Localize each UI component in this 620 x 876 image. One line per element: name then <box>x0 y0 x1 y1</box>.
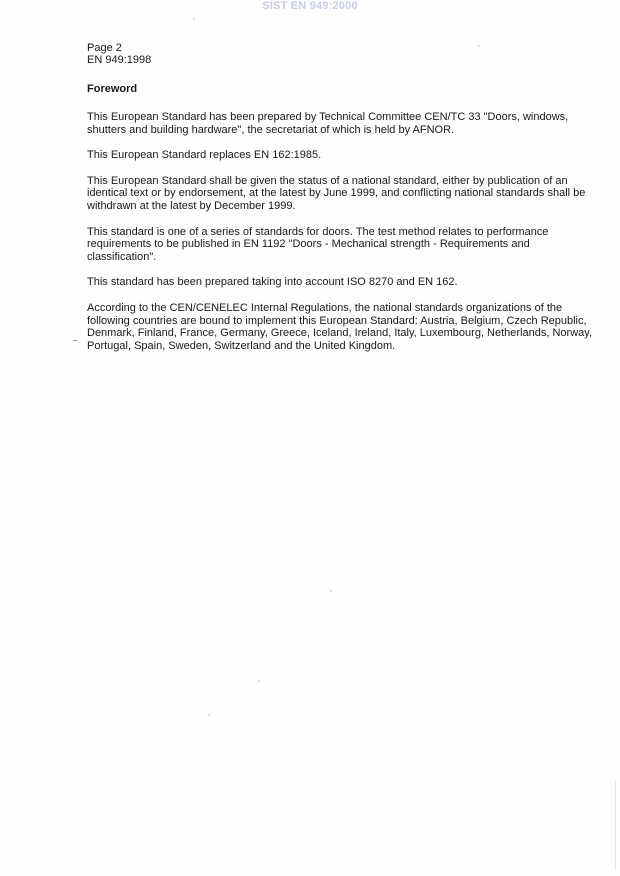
scan-speck <box>478 45 480 47</box>
page-number: Page 2 <box>87 42 122 54</box>
scan-speck <box>330 590 332 592</box>
margin-mark <box>73 340 77 341</box>
page-header <box>87 42 151 66</box>
scan-edge <box>615 780 616 870</box>
foreword-body <box>87 111 597 365</box>
paragraph-status: This European Standard shall be given the status of a national standard, either by publication of an identical text or by endorsement, at the latest by June 1999, and conflicting national standards shall be withdrawn at the latest by December 1999. <box>87 174 586 212</box>
scan-speck <box>193 18 195 20</box>
paragraph-series: This standard is one of a series of standards for doors. The test method relates to performance requirements to be published in EN 1192 "Doors - Mechanical strength - Requirements and classification". <box>87 225 549 263</box>
scan-speck <box>258 680 260 682</box>
paragraph-committee: This European Standard has been prepared by Technical Committee CEN/TC 33 "Doors, windows, shutters and building hardware", the secretariat of which is held by AFNOR. <box>87 111 569 136</box>
document-id: EN 949:1998 <box>87 54 152 66</box>
paragraph-countries: According to the CEN/CENELEC Internal Regulations, the national standards organizations of the following countries are bound to implement this European Standard: Austria, Belgium, Czech Republic, Denmark, Finland, France, Germany, Greece, Iceland, Ireland, Italy, Luxembourg, Netherlands, Norway, Portugal, Spain, Sweden, Switzerland and the United Kingdom. <box>87 301 593 352</box>
scan-speck <box>208 714 210 716</box>
watermark: SIST EN 949:2000 <box>262 0 358 12</box>
section-title: Foreword <box>87 83 138 95</box>
paragraph-iso: This standard has been prepared taking into account ISO 8270 and EN 162. <box>87 276 458 289</box>
paragraph-replaces: This European Standard replaces EN 162:1985. <box>87 149 322 162</box>
